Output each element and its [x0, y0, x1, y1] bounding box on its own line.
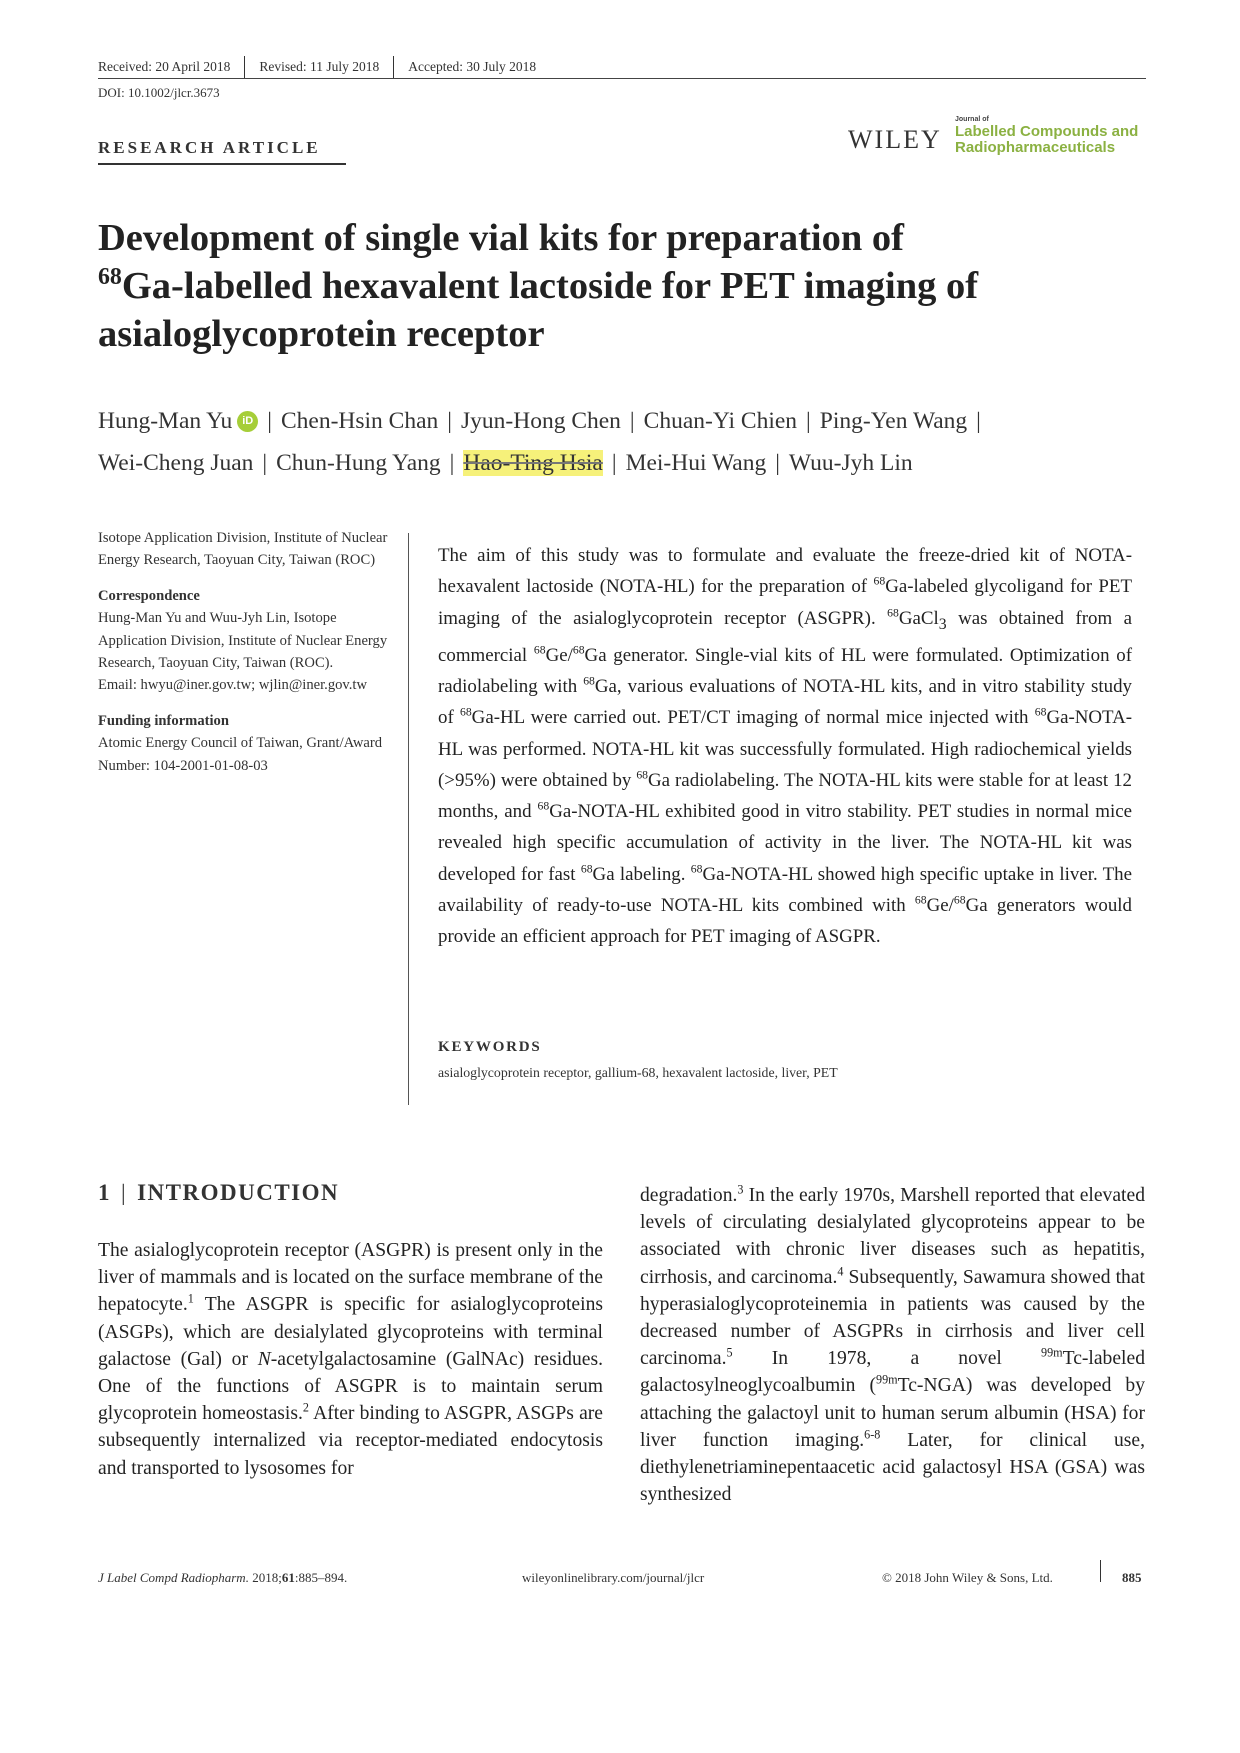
citation-ref[interactable]: 3 — [737, 1182, 744, 1197]
affiliation: Isotope Application Division, Institute of Nuclear Energy Research, Taoyuan City, Taiwan (ROC) — [98, 530, 388, 569]
sidebar-info — [98, 527, 398, 777]
correspondence-heading: Correspondence — [98, 587, 200, 604]
funding-text: Atomic Energy Council of Taiwan, Grant/Award Number: 104-2001-01-08-03 — [98, 735, 383, 774]
citation-ref[interactable]: 2 — [302, 1400, 309, 1415]
received-date: Received: 20 April 2018 — [98, 59, 231, 74]
author-name[interactable]: Mei-Hui Wang — [625, 450, 767, 476]
author-list: Hung-Man Yu iD | Chen-Hsin Chan | Jyun-Hong Chen | Chuan-Yi Chien | Ping-Yen Wang | Wei-Cheng Juan | Chun-Hung Yang | Hao-Ting Hsia | Mei-Hui Wang | Wuu-Jyh Lin — [98, 408, 981, 476]
footer-separator — [1100, 1560, 1101, 1582]
author-name-highlighted[interactable]: Hao-Ting Hsia — [463, 450, 603, 476]
journal-of-label: Journal of — [955, 116, 989, 123]
article-type: RESEARCH ARTICLE — [98, 138, 321, 157]
publisher-logo: WILEY — [848, 125, 942, 154]
footer-citation: J Label Compd Radiopharm. 2018;61:885–894. — [98, 1570, 348, 1585]
author-name[interactable]: Chen-Hsin Chan — [280, 408, 439, 434]
date-separator — [244, 56, 245, 78]
keywords-heading: KEYWORDS — [438, 1039, 542, 1055]
keywords-list: asialoglycoprotein receptor, gallium-68, hexavalent lactoside, liver, PET — [438, 1065, 838, 1080]
citation-ref[interactable]: 5 — [726, 1345, 733, 1360]
author-name[interactable]: Hung-Man Yu — [98, 408, 233, 434]
page-number: 885 — [1122, 1570, 1142, 1585]
doi[interactable]: DOI: 10.1002/jlcr.3673 — [98, 85, 220, 100]
author-name[interactable]: Chun-Hung Yang — [276, 450, 441, 476]
footer-url[interactable]: wileyonlinelibrary.com/journal/jlcr — [522, 1570, 705, 1585]
funding-heading: Funding information — [98, 712, 229, 729]
author-name[interactable]: Wuu-Jyh Lin — [788, 450, 913, 476]
citation-ref[interactable]: 1 — [187, 1291, 194, 1306]
journal-logo — [955, 116, 1138, 156]
article-dates — [98, 56, 536, 78]
footer-copyright: © 2018 John Wiley & Sons, Ltd. — [882, 1570, 1053, 1585]
date-separator — [393, 56, 394, 78]
journal-name-line2: Radiopharmaceuticals — [955, 139, 1116, 156]
intro-column-left: The asialoglycoprotein receptor (ASGPR) is present only in the liver of mammals and is located on the surface membrane of the hepatocyte.$^1$ The ASGPR is specific for asialoglycoproteins (ASGPs), which are desialylated glycoproteins with terminal galactose (Gal) or N-acetylgalactosamine (GalNAc) residues. One of the functions of ASGPR is to maintain serum glycoprotein homeostasis.$^2$ After binding to ASGPR, ASGPs are subsequently internalized via receptor-mediated endocytosis and transported to lysosomes for — [98, 1240, 603, 1479]
author-name[interactable]: Ping-Yen Wang — [819, 408, 968, 434]
intro-column-right: degradation.$^3$ In the early 1970s, Marshell reported that elevated levels of circulating desialylated glycoproteins appear to be associated with chronic liver diseases such as hepatitis, cirrhosis, and carcinoma.$^4$ Subsequently, Sawamura showed that hyperasialoglycoproteinemia in patients was caused by the decreased number of ASGPRs in cirrhosis and liver cell carcinoma.$^5$ In 1978, a novel $^{99m}$Tc-labeled galactosylneoglycoalbumin ($^{99m}$Tc-NGA) was developed by attaching the galactoyl unit to human serum albumin (HSA) for liver function imaging.$^{6-8}$ Later, for clinical use, diethylenetriaminepentaacetic acid galactosyl HSA (GSA) was synthesized — [640, 1182, 1146, 1506]
article-title: Development of single vial kits for preparation of $^{68}$Ga-labelled hexavalent lactoside for PET imaging of asialoglycoprotein receptor — [98, 217, 979, 355]
citation-ref[interactable]: 6-8 — [864, 1427, 881, 1442]
header-rule — [98, 78, 1146, 79]
author-name[interactable]: Chuan-Yi Chien — [643, 408, 798, 434]
accepted-date: Accepted: 30 July 2018 — [408, 59, 537, 74]
article-type-underline — [98, 163, 346, 165]
abstract: The aim of this study was to formulate and evaluate the freeze-dried kit of NOTA-hexavalent lactoside (NOTA-HL) for the preparation of $^{68}$Ga-labeled glycoligand for PET imaging of the asialoglycoprotein receptor (ASGPR). $^{68}$GaCl$_3$ was obtained from a commercial $^{68}$Ge/$^{68}$Ga generator. Single-vial kits of HL were formulated. Optimization of radiolabeling with $^{68}$Ga, various evaluations of NOTA-HL kits, and in vitro stability study of $^{68}$Ga-HL were carried out. PET/CT imaging of normal mice injected with $^{68}$Ga-NOTA-HL was performed. NOTA-HL kit was successfully formulated. High radiochemical yields (>95%) were obtained by $^{68}$Ga radiolabeling. The NOTA-HL kits were stable for at least 12 months, and $^{68}$Ga-NOTA-HL exhibited good in vitro stability. PET studies in normal mice revealed high specific accumulation of activity in the liver. The NOTA-HL kit was developed for fast $^{68}$Ga labeling. $^{68}$Ga-NOTA-HL showed high specific uptake in liver. The availability of ready-to-use NOTA-HL kits combined with $^{68}$Ge/$^{68}$Ga generators would provide an efficient approach for PET imaging of ASGPR. — [438, 545, 1132, 948]
author-name[interactable]: Wei-Cheng Juan — [98, 450, 254, 476]
section-heading: 1 | INTRODUCTION — [98, 1180, 340, 1205]
citation-ref[interactable]: 4 — [837, 1264, 844, 1279]
correspondence-text: Hung-Man Yu and Wuu-Jyh Lin, Isotope Application Division, Institute of Nuclear Energy Research, Taoyuan City, Taiwan (ROC). — [98, 610, 388, 672]
author-name[interactable]: Jyun-Hong Chen — [461, 408, 621, 434]
email[interactable]: Email: hwyu@iner.gov.tw; wjlin@iner.gov.tw — [98, 677, 367, 694]
column-divider — [408, 533, 409, 1105]
orcid-icon[interactable]: iD — [237, 411, 258, 432]
revised-date: Revised: 11 July 2018 — [259, 59, 380, 74]
journal-name-line1: Labelled Compounds and — [955, 123, 1139, 140]
